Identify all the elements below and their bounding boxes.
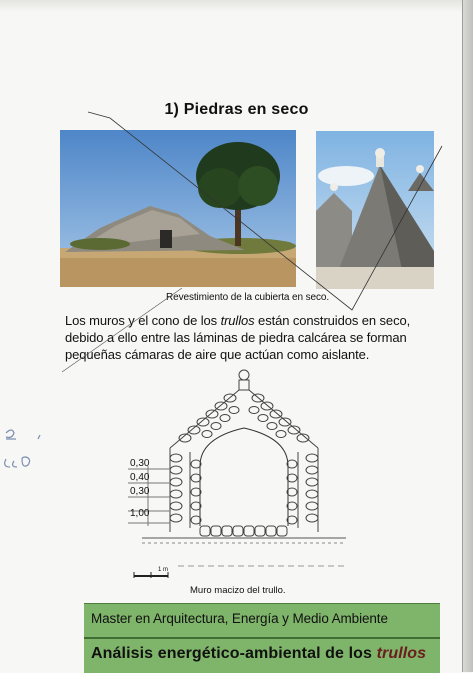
footer-thesis-prefix: Análisis energético-ambiental de los [91, 645, 377, 662]
footer-rule [84, 637, 440, 639]
section-title: 1) Piedras en seco [164, 101, 309, 118]
caption-drawing: Muro macizo del trullo. [190, 585, 286, 596]
photo-stone-trullo [60, 130, 296, 287]
photo-trulli-cones [316, 131, 434, 289]
caption-cover: Revestimiento de la cubierta en seco. [166, 292, 330, 303]
trullo-section-drawing [118, 366, 358, 586]
dimension-label: 0,30 [130, 458, 150, 469]
scale-label: 1 m [158, 567, 169, 573]
footer-program: Master en Arquitectura, Energía y Medio Ambiente [91, 611, 388, 626]
handwritten-margin-mark [0, 425, 50, 480]
body-part2: están construidos en seco, debido a ello entre las láminas de piedra calcárea se forman pequeñas cámaras de aire que actúan como aislante. [65, 313, 411, 362]
dimension-label: 0,30 [130, 486, 150, 497]
dimension-label: 1,00 [130, 508, 150, 519]
body-part1: Los muros y el cono de los [65, 313, 221, 328]
footer-thesis [91, 645, 440, 663]
dimension-label: 0,40 [130, 472, 150, 483]
scan-top-shadow [0, 0, 462, 12]
footer-thesis-italic: trullos [376, 645, 427, 662]
body-paragraph [65, 312, 435, 363]
body-italic-word: trullos [220, 313, 255, 328]
